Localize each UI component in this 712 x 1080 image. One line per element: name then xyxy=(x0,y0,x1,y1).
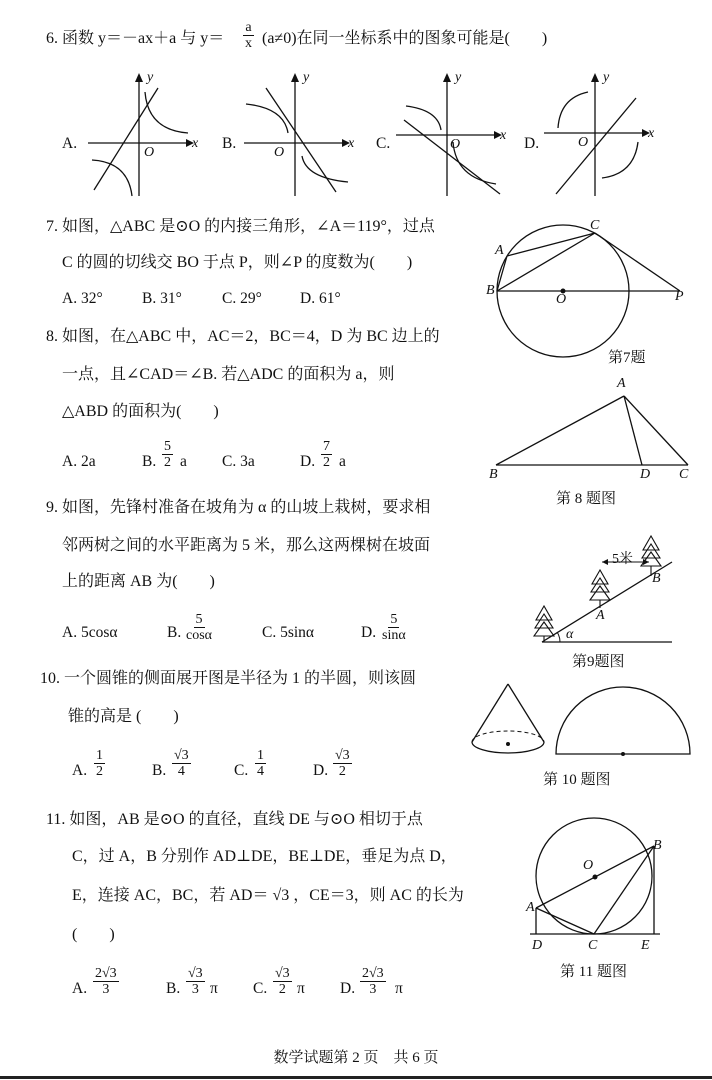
q9-opt-d-letter: D. xyxy=(361,624,377,641)
q11-opt-b-tail: π xyxy=(210,980,218,997)
q7-label-o: O xyxy=(556,292,567,307)
q8-line3: △ABD 的面积为( ) xyxy=(62,403,219,420)
q11-opt-c-tail: π xyxy=(297,980,305,997)
q9-opt-b-num: 5 xyxy=(195,612,203,627)
q9-label-alpha: α xyxy=(566,627,574,642)
q11-opt-d-tail: π xyxy=(395,980,403,997)
q9-line3: 上的距离 AB 为( ) xyxy=(62,573,215,590)
q11-opt-c-fraction xyxy=(273,966,292,997)
q11-opt-c-den: 2 xyxy=(278,982,286,997)
q11-line4: ( ) xyxy=(72,926,115,943)
q11-opt-d-den: 3 xyxy=(369,982,377,997)
q11-caption: 第 11 题图 xyxy=(560,964,627,980)
q9-label-b: B xyxy=(652,571,661,586)
q8-label-d: D xyxy=(640,467,651,482)
q6-stem-fraction xyxy=(243,20,254,51)
q11-label-o: O xyxy=(583,858,594,873)
q6-graph-a-y: y xyxy=(147,70,154,85)
q11-opt-a-den: 3 xyxy=(102,982,110,997)
q7-label-c: C xyxy=(590,218,600,233)
q9-line1: 9. 如图，先锋村准备在坡角为 α 的山坡上栽树，要求相 xyxy=(46,499,431,516)
q7-opt-a: A. 32° xyxy=(62,290,103,307)
q8-opt-d-den: 2 xyxy=(323,455,330,470)
q8-opt-d-fraction xyxy=(321,439,332,470)
q11-label-d: D xyxy=(532,938,543,953)
q6-graph-a-x: x xyxy=(192,136,199,151)
q11-opt-d-letter: D. xyxy=(340,980,356,997)
q6-stem-b: (a≠0)在同一坐标系中的图象可能是( ) xyxy=(262,30,548,47)
q10-opt-c-den: 4 xyxy=(257,764,264,779)
q6-graph-b-o: O xyxy=(274,145,285,160)
q9-label-a: A xyxy=(596,608,605,623)
q6-stem-a: 6. 函数 y＝－ax＋a 与 y＝ xyxy=(46,30,225,47)
q7-opt-b: B. 31° xyxy=(142,290,182,307)
bottom-rule xyxy=(0,1076,712,1079)
q8-opt-c: C. 3a xyxy=(222,453,255,470)
q10-line1: 10. 一个圆锥的侧面展开图是半径为 1 的半圆，则该圆 xyxy=(40,670,417,687)
q9-opt-a: A. 5cosα xyxy=(62,624,118,641)
q6-graph-d-o: O xyxy=(578,135,589,150)
q10-caption: 第 10 题图 xyxy=(543,772,611,788)
q9-figure xyxy=(526,532,676,648)
q6-graph-b xyxy=(244,70,364,198)
q11-label-e: E xyxy=(641,938,650,953)
q9-opt-d-fraction xyxy=(380,612,408,643)
q6-graph-d xyxy=(544,70,664,198)
q9-line2: 邻两树之间的水平距离为 5 米，那么这两棵树在坡面 xyxy=(62,537,431,554)
page-footer: 数学试题第 2 页 共 6 页 xyxy=(273,1050,439,1066)
q8-opt-d-letter: D. xyxy=(300,453,316,470)
q9-label-dist: 5米 xyxy=(612,552,633,567)
q11-opt-d-num: 2√3 xyxy=(362,966,384,981)
q6-graph-c xyxy=(396,70,516,198)
q11-opt-b-fraction xyxy=(186,966,205,997)
q8-label-a: A xyxy=(617,376,626,391)
q10-opt-a-fraction xyxy=(94,748,105,779)
q10-opt-a-den: 2 xyxy=(96,764,103,779)
q7-line2: C 的圆的切线交 BO 于点 P，则∠P 的度数为( ) xyxy=(62,254,413,271)
q11-line1: 11. 如图，AB 是⊙O 的直径，直线 DE 与⊙O 相切于点 xyxy=(46,811,423,828)
q9-opt-b-den: cosα xyxy=(186,628,212,643)
q9-opt-b-letter: B. xyxy=(167,624,182,641)
q10-line2: 锥的高是 ( ) xyxy=(68,708,179,725)
q8-label-b: B xyxy=(489,467,498,482)
q8-opt-a: A. 2a xyxy=(62,453,96,470)
q11-line3: E，连接 AC，BC，若 AD＝ √3 ，CE＝3，则 AC 的长为 xyxy=(72,887,464,904)
q6-graph-d-y: y xyxy=(603,70,610,85)
q9-caption: 第9题图 xyxy=(572,654,625,670)
q8-opt-b-den: 2 xyxy=(164,455,171,470)
q8-opt-b-num: 5 xyxy=(164,439,171,454)
q10-figure xyxy=(468,676,698,766)
q10-opt-d-num: √3 xyxy=(335,748,350,763)
q10-opt-a-num: 1 xyxy=(96,748,103,763)
q8-label-c: C xyxy=(679,467,689,482)
q7-caption: 第7题 xyxy=(608,350,646,366)
q10-opt-c-letter: C. xyxy=(234,762,249,779)
q11-opt-b-den: 3 xyxy=(191,982,199,997)
q8-figure xyxy=(490,390,700,470)
q7-line1: 7. 如图，△ABC 是⊙O 的内接三角形，∠A＝119°，过点 xyxy=(46,218,435,235)
q11-opt-c-letter: C. xyxy=(253,980,268,997)
q6-graph-b-x: x xyxy=(348,136,355,151)
q11-opt-b-num: √3 xyxy=(188,966,203,981)
q9-opt-c: C. 5sinα xyxy=(262,624,315,641)
q8-opt-d-num: 7 xyxy=(323,439,330,454)
q8-opt-d-tail: a xyxy=(339,453,346,470)
q8-opt-b-tail: a xyxy=(180,453,187,470)
q10-opt-d-den: 2 xyxy=(338,764,346,779)
q6-graph-c-letter: C. xyxy=(376,135,391,152)
q11-opt-a-letter: A. xyxy=(72,980,88,997)
q8-caption: 第 8 题图 xyxy=(556,491,617,507)
q11-opt-b-letter: B. xyxy=(166,980,181,997)
q6-graph-c-x: x xyxy=(500,128,507,143)
q10-opt-d-fraction xyxy=(333,748,352,779)
q11-opt-c-num: √3 xyxy=(275,966,290,981)
q11-figure xyxy=(526,818,666,944)
q11-opt-d-fraction xyxy=(360,966,386,997)
q8-opt-b-fraction xyxy=(162,439,173,470)
q10-opt-c-num: 1 xyxy=(257,748,264,763)
q11-label-b: B xyxy=(653,838,662,853)
q10-opt-b-den: 4 xyxy=(177,764,185,779)
q10-opt-d-letter: D. xyxy=(313,762,329,779)
q11-label-c: C xyxy=(588,938,598,953)
q7-opt-d: D. 61° xyxy=(300,290,341,307)
q11-line2: C，过 A，B 分别作 AD⊥DE，BE⊥DE，垂足为点 D， xyxy=(72,848,457,865)
q6-graph-c-o: O xyxy=(450,137,461,152)
q8-line2: 一点，且∠CAD＝∠B. 若△ADC 的面积为 a，则 xyxy=(62,366,395,383)
q6-frac-den: x xyxy=(245,36,252,51)
q6-graph-d-letter: D. xyxy=(524,135,540,152)
q9-opt-d-den: sinα xyxy=(382,628,406,643)
q6-graph-b-letter: B. xyxy=(222,135,237,152)
q11-opt-a-num: 2√3 xyxy=(95,966,117,981)
q7-label-b: B xyxy=(486,283,495,298)
q6-frac-num: a xyxy=(245,20,252,35)
q7-figure xyxy=(480,220,690,350)
q10-opt-b-fraction xyxy=(172,748,191,779)
q10-opt-b-letter: B. xyxy=(152,762,167,779)
q6-graph-a-letter: A. xyxy=(62,135,78,152)
q7-label-p: P xyxy=(675,289,684,304)
q6-graph-d-x: x xyxy=(648,126,655,141)
q6-graph-a xyxy=(88,70,208,198)
q10-opt-b-num: √3 xyxy=(174,748,189,763)
q10-opt-a-letter: A. xyxy=(72,762,88,779)
q7-label-a: A xyxy=(495,243,504,258)
q10-opt-c-fraction xyxy=(255,748,266,779)
q9-opt-b-fraction xyxy=(184,612,214,643)
q11-opt-a-fraction xyxy=(93,966,119,997)
q9-opt-d-num: 5 xyxy=(390,612,398,627)
q6-graph-c-y: y xyxy=(455,70,462,85)
q8-line1: 8. 如图，在△ABC 中，AC＝2，BC＝4，D 为 BC 边上的 xyxy=(46,328,440,345)
q6-graph-a-o: O xyxy=(144,145,155,160)
q6-graph-b-y: y xyxy=(303,70,310,85)
q7-opt-c: C. 29° xyxy=(222,290,262,307)
q11-label-a: A xyxy=(526,900,535,915)
q8-opt-b-letter: B. xyxy=(142,453,157,470)
